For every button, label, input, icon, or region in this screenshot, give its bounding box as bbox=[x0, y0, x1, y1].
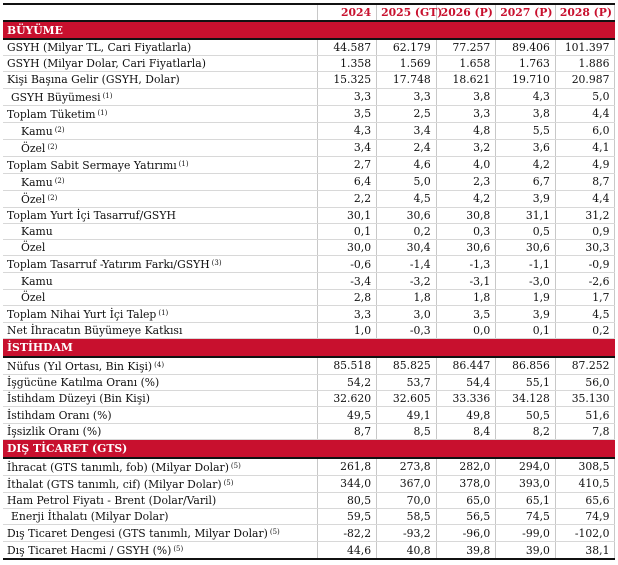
table-row bbox=[3, 475, 615, 492]
value-cell: 3,6 bbox=[496, 139, 556, 156]
footnote-marker: (5) bbox=[269, 528, 280, 537]
value-cell: -1,4 bbox=[377, 256, 437, 273]
value-cell: 65,6 bbox=[555, 492, 615, 508]
value-cell: 4,5 bbox=[377, 190, 437, 207]
value-cell: 0,0 bbox=[436, 323, 496, 339]
value-cell: 74,5 bbox=[496, 508, 556, 524]
value-cell: -0,6 bbox=[317, 256, 377, 273]
footnote-marker: (1) bbox=[102, 91, 113, 100]
value-cell: 4,0 bbox=[436, 156, 496, 173]
value-cell: 367,0 bbox=[377, 475, 437, 492]
row-label: Toplam Tasarruf -Yatırım Farkı/GSYH bbox=[7, 258, 210, 272]
value-cell: 3,9 bbox=[496, 306, 556, 323]
value-cell: 58,5 bbox=[377, 508, 437, 524]
year-header-2027: 2027 (P) bbox=[496, 4, 556, 21]
value-cell: 30,8 bbox=[436, 207, 496, 223]
value-cell: 1,8 bbox=[436, 289, 496, 305]
value-cell: 1,9 bbox=[496, 289, 556, 305]
value-cell: 85.518 bbox=[317, 357, 377, 375]
table-row bbox=[3, 139, 615, 156]
value-cell: -99,0 bbox=[496, 525, 556, 542]
value-cell: 0,2 bbox=[377, 223, 437, 239]
value-cell: -1,3 bbox=[436, 256, 496, 273]
table-row bbox=[3, 173, 615, 190]
value-cell: 8,7 bbox=[317, 423, 377, 439]
table-row bbox=[3, 256, 615, 273]
row-label: Kişi Başına Gelir (GSYH, Dolar) bbox=[7, 73, 180, 87]
row-label: İhracat (GTS tanımlı, fob) (Milyar Dolar) bbox=[7, 460, 229, 474]
row-label-cell bbox=[3, 240, 317, 256]
value-cell: 8,5 bbox=[377, 423, 437, 439]
row-label-cell bbox=[3, 273, 317, 289]
value-cell: 3,8 bbox=[496, 105, 556, 122]
value-cell: 30,0 bbox=[317, 240, 377, 256]
table-row bbox=[3, 357, 615, 375]
value-cell: 40,8 bbox=[377, 542, 437, 560]
table-row bbox=[3, 240, 615, 256]
value-cell: -3,2 bbox=[377, 273, 437, 289]
value-cell: 1.658 bbox=[436, 56, 496, 72]
table-row bbox=[3, 88, 615, 105]
value-cell: -0,9 bbox=[555, 256, 615, 273]
value-cell: 44,6 bbox=[317, 542, 377, 560]
value-cell: 30,1 bbox=[317, 207, 377, 223]
row-label: Kamu bbox=[21, 124, 53, 138]
value-cell: 70,0 bbox=[377, 492, 437, 508]
table-row bbox=[3, 508, 615, 524]
table-row bbox=[3, 391, 615, 407]
year-header-2028: 2028 (P) bbox=[555, 4, 615, 21]
value-cell: 30,6 bbox=[496, 240, 556, 256]
table-row bbox=[3, 223, 615, 239]
value-cell: 261,8 bbox=[317, 458, 377, 476]
value-cell: 1,7 bbox=[555, 289, 615, 305]
footnote-marker: (1) bbox=[158, 309, 169, 318]
value-cell: 51,6 bbox=[555, 407, 615, 423]
section-header-row bbox=[3, 21, 615, 39]
value-cell: 3,5 bbox=[436, 306, 496, 323]
value-cell: 3,3 bbox=[377, 88, 437, 105]
value-cell: 410,5 bbox=[555, 475, 615, 492]
row-label-cell bbox=[3, 56, 317, 72]
row-label-cell bbox=[3, 407, 317, 423]
value-cell: 49,8 bbox=[436, 407, 496, 423]
value-cell: 3,3 bbox=[317, 88, 377, 105]
row-label-cell bbox=[3, 256, 317, 273]
row-label: Özel bbox=[21, 241, 46, 255]
row-label-cell bbox=[3, 306, 317, 323]
row-label: GSYH Büyümesi bbox=[11, 90, 101, 104]
value-cell: 4,3 bbox=[496, 88, 556, 105]
footnote-marker: (1) bbox=[97, 108, 108, 117]
row-label: Dış Ticaret Hacmi / GSYH (%) bbox=[7, 544, 172, 558]
row-label: İşgücüne Katılma Oranı (%) bbox=[7, 376, 160, 390]
value-cell: 3,3 bbox=[436, 105, 496, 122]
table-row bbox=[3, 323, 615, 339]
row-label-cell bbox=[3, 492, 317, 508]
row-label: Kamu bbox=[21, 274, 53, 288]
table-row bbox=[3, 458, 615, 476]
value-cell: 0,1 bbox=[317, 223, 377, 239]
table-row bbox=[3, 306, 615, 323]
value-cell: 30,6 bbox=[377, 207, 437, 223]
section-header-row bbox=[3, 339, 615, 357]
value-cell: 18.621 bbox=[436, 72, 496, 88]
footnote-marker: (2) bbox=[54, 176, 65, 185]
table-row bbox=[3, 407, 615, 423]
row-label: Toplam Yurt İçi Tasarruf/GSYH bbox=[7, 208, 176, 222]
row-label: Nüfus (Yıl Ortası, Bin Kişi) bbox=[7, 359, 153, 373]
section-title: İSTİHDAM bbox=[3, 339, 615, 357]
row-label-cell bbox=[3, 458, 317, 476]
footnote-marker: (3) bbox=[211, 259, 222, 268]
value-cell: 74,9 bbox=[555, 508, 615, 524]
macro-indicators-table bbox=[3, 3, 615, 560]
value-cell: -1,1 bbox=[496, 256, 556, 273]
value-cell: 2,7 bbox=[317, 156, 377, 173]
value-cell: 39,8 bbox=[436, 542, 496, 560]
header-blank-cell bbox=[3, 4, 317, 21]
row-label: İşsizlik Oranı (%) bbox=[7, 424, 102, 438]
year-header-2024: 2024 bbox=[317, 4, 377, 21]
value-cell: 8,2 bbox=[496, 423, 556, 439]
value-cell: 49,5 bbox=[317, 407, 377, 423]
value-cell: 6,4 bbox=[317, 173, 377, 190]
row-label-cell bbox=[3, 508, 317, 524]
row-label: Kamu bbox=[21, 175, 53, 189]
value-cell: 378,0 bbox=[436, 475, 496, 492]
value-cell: 4,4 bbox=[555, 190, 615, 207]
value-cell: 65,0 bbox=[436, 492, 496, 508]
value-cell: 85.825 bbox=[377, 357, 437, 375]
row-label-cell bbox=[3, 207, 317, 223]
value-cell: 6,7 bbox=[496, 173, 556, 190]
value-cell: 32.620 bbox=[317, 391, 377, 407]
row-label: Özel bbox=[21, 192, 46, 206]
value-cell: 4,3 bbox=[317, 122, 377, 139]
footnote-marker: (4) bbox=[154, 360, 165, 369]
table-row bbox=[3, 156, 615, 173]
value-cell: 101.397 bbox=[555, 39, 615, 56]
value-cell: 4,8 bbox=[436, 122, 496, 139]
value-cell: 3,0 bbox=[377, 306, 437, 323]
table-row bbox=[3, 190, 615, 207]
table-header-row bbox=[3, 4, 615, 21]
value-cell: 6,0 bbox=[555, 122, 615, 139]
value-cell: -82,2 bbox=[317, 525, 377, 542]
table-row bbox=[3, 492, 615, 508]
value-cell: 8,7 bbox=[555, 173, 615, 190]
row-label-cell bbox=[3, 289, 317, 305]
value-cell: 30,6 bbox=[436, 240, 496, 256]
value-cell: 5,0 bbox=[555, 88, 615, 105]
value-cell: 86.856 bbox=[496, 357, 556, 375]
value-cell: 80,5 bbox=[317, 492, 377, 508]
value-cell: 393,0 bbox=[496, 475, 556, 492]
value-cell: 55,1 bbox=[496, 374, 556, 390]
value-cell: 273,8 bbox=[377, 458, 437, 476]
row-label: İstihdam Oranı (%) bbox=[7, 408, 112, 422]
value-cell: 2,5 bbox=[377, 105, 437, 122]
value-cell: 53,7 bbox=[377, 374, 437, 390]
row-label: Net İhracatın Büyümeye Katkısı bbox=[7, 324, 183, 338]
row-label: Toplam Tüketim bbox=[7, 107, 96, 121]
footnote-marker: (5) bbox=[223, 478, 234, 487]
value-cell: 89.406 bbox=[496, 39, 556, 56]
footnote-marker: (5) bbox=[173, 545, 184, 554]
value-cell: 1,8 bbox=[377, 289, 437, 305]
value-cell: 49,1 bbox=[377, 407, 437, 423]
row-label: GSYH (Milyar Dolar, Cari Fiyatlarla) bbox=[7, 57, 206, 71]
value-cell: 19.710 bbox=[496, 72, 556, 88]
section-title: DIŞ TİCARET (GTS) bbox=[3, 440, 615, 458]
value-cell: 0,5 bbox=[496, 223, 556, 239]
row-label: İthalat (GTS tanımlı, cif) (Milyar Dolar) bbox=[7, 477, 222, 491]
value-cell: 56,5 bbox=[436, 508, 496, 524]
value-cell: 4,6 bbox=[377, 156, 437, 173]
section-header-row bbox=[3, 440, 615, 458]
row-label-cell bbox=[3, 173, 317, 190]
row-label-cell bbox=[3, 391, 317, 407]
row-label-cell bbox=[3, 323, 317, 339]
value-cell: 39,0 bbox=[496, 542, 556, 560]
value-cell: 0,3 bbox=[436, 223, 496, 239]
table-row bbox=[3, 122, 615, 139]
row-label-cell bbox=[3, 190, 317, 207]
value-cell: 0,9 bbox=[555, 223, 615, 239]
value-cell: 4,1 bbox=[555, 139, 615, 156]
value-cell: 54,2 bbox=[317, 374, 377, 390]
value-cell: 1.569 bbox=[377, 56, 437, 72]
value-cell: 87.252 bbox=[555, 357, 615, 375]
footnote-marker: (1) bbox=[178, 159, 189, 168]
value-cell: 1.763 bbox=[496, 56, 556, 72]
value-cell: 3,9 bbox=[496, 190, 556, 207]
value-cell: 4,2 bbox=[436, 190, 496, 207]
value-cell: 4,2 bbox=[496, 156, 556, 173]
table-row bbox=[3, 273, 615, 289]
footnote-marker: (5) bbox=[230, 461, 241, 470]
value-cell: -102,0 bbox=[555, 525, 615, 542]
row-label: Toplam Sabit Sermaye Yatırımı bbox=[7, 158, 177, 172]
row-label-cell bbox=[3, 72, 317, 88]
value-cell: 30,3 bbox=[555, 240, 615, 256]
section-title: BÜYÜME bbox=[3, 21, 615, 39]
value-cell: -3,0 bbox=[496, 273, 556, 289]
row-label-cell bbox=[3, 139, 317, 156]
row-label-cell bbox=[3, 39, 317, 56]
footnote-marker: (2) bbox=[47, 193, 58, 202]
table-row bbox=[3, 525, 615, 542]
row-label-cell bbox=[3, 475, 317, 492]
table-row bbox=[3, 207, 615, 223]
value-cell: 2,4 bbox=[377, 139, 437, 156]
row-label-cell bbox=[3, 423, 317, 439]
value-cell: 1,0 bbox=[317, 323, 377, 339]
value-cell: 15.325 bbox=[317, 72, 377, 88]
footnote-marker: (2) bbox=[47, 142, 58, 151]
row-label-cell bbox=[3, 223, 317, 239]
row-label-cell bbox=[3, 374, 317, 390]
value-cell: 34.128 bbox=[496, 391, 556, 407]
value-cell: 17.748 bbox=[377, 72, 437, 88]
table-row bbox=[3, 72, 615, 88]
value-cell: -3,1 bbox=[436, 273, 496, 289]
table-row bbox=[3, 39, 615, 56]
value-cell: 35.130 bbox=[555, 391, 615, 407]
row-label: Dış Ticaret Dengesi (GTS tanımlı, Milyar Dolar) bbox=[7, 527, 268, 541]
value-cell: 3,3 bbox=[317, 306, 377, 323]
row-label: Kamu bbox=[21, 225, 53, 239]
value-cell: 308,5 bbox=[555, 458, 615, 476]
value-cell: 30,4 bbox=[377, 240, 437, 256]
value-cell: 3,4 bbox=[377, 122, 437, 139]
value-cell: 31,1 bbox=[496, 207, 556, 223]
row-label-cell bbox=[3, 88, 317, 105]
value-cell: 59,5 bbox=[317, 508, 377, 524]
value-cell: 4,9 bbox=[555, 156, 615, 173]
row-label-cell bbox=[3, 357, 317, 375]
value-cell: 2,2 bbox=[317, 190, 377, 207]
macro-indicators-table-container bbox=[3, 3, 615, 563]
table-row bbox=[3, 374, 615, 390]
value-cell: 3,4 bbox=[317, 139, 377, 156]
value-cell: 3,2 bbox=[436, 139, 496, 156]
value-cell: 62.179 bbox=[377, 39, 437, 56]
row-label: İstihdam Düzeyi (Bin Kişi) bbox=[7, 392, 150, 406]
value-cell: 54,4 bbox=[436, 374, 496, 390]
footnote-marker: (2) bbox=[54, 125, 65, 134]
row-label-cell bbox=[3, 156, 317, 173]
row-label: Özel bbox=[21, 290, 46, 304]
row-label: Enerji İthalatı (Milyar Dolar) bbox=[11, 510, 169, 523]
value-cell: 65,1 bbox=[496, 492, 556, 508]
value-cell: 33.336 bbox=[436, 391, 496, 407]
value-cell: 294,0 bbox=[496, 458, 556, 476]
row-label-cell bbox=[3, 105, 317, 122]
value-cell: -93,2 bbox=[377, 525, 437, 542]
table-row bbox=[3, 423, 615, 439]
row-label-cell bbox=[3, 525, 317, 542]
value-cell: -2,6 bbox=[555, 273, 615, 289]
table-row bbox=[3, 289, 615, 305]
value-cell: 3,5 bbox=[317, 105, 377, 122]
value-cell: 56,0 bbox=[555, 374, 615, 390]
value-cell: 2,3 bbox=[436, 173, 496, 190]
row-label: Toplam Nihai Yurt İçi Talep bbox=[7, 308, 157, 322]
table-row bbox=[3, 56, 615, 72]
row-label: GSYH (Milyar TL, Cari Fiyatlarla) bbox=[7, 41, 192, 54]
year-header-2025: 2025 (GT) bbox=[377, 4, 437, 21]
value-cell: 7,8 bbox=[555, 423, 615, 439]
value-cell: -0,3 bbox=[377, 323, 437, 339]
table-row bbox=[3, 542, 615, 560]
value-cell: 3,8 bbox=[436, 88, 496, 105]
value-cell: 44.587 bbox=[317, 39, 377, 56]
value-cell: 4,4 bbox=[555, 105, 615, 122]
value-cell: -3,4 bbox=[317, 273, 377, 289]
row-label: Özel bbox=[21, 141, 46, 155]
value-cell: 0,1 bbox=[496, 323, 556, 339]
year-header-2026: 2026 (P) bbox=[436, 4, 496, 21]
row-label: Ham Petrol Fiyatı - Brent (Dolar/Varil) bbox=[7, 493, 217, 507]
row-label-cell bbox=[3, 122, 317, 139]
value-cell: 86.447 bbox=[436, 357, 496, 375]
value-cell: 5,0 bbox=[377, 173, 437, 190]
value-cell: 344,0 bbox=[317, 475, 377, 492]
value-cell: 5,5 bbox=[496, 122, 556, 139]
value-cell: 8,4 bbox=[436, 423, 496, 439]
table-body bbox=[3, 4, 615, 559]
value-cell: 32.605 bbox=[377, 391, 437, 407]
value-cell: 20.987 bbox=[555, 72, 615, 88]
value-cell: 2,8 bbox=[317, 289, 377, 305]
value-cell: 1.358 bbox=[317, 56, 377, 72]
value-cell: 31,2 bbox=[555, 207, 615, 223]
value-cell: 50,5 bbox=[496, 407, 556, 423]
table-row bbox=[3, 105, 615, 122]
value-cell: 1.886 bbox=[555, 56, 615, 72]
value-cell: 282,0 bbox=[436, 458, 496, 476]
value-cell: -96,0 bbox=[436, 525, 496, 542]
value-cell: 0,2 bbox=[555, 323, 615, 339]
value-cell: 77.257 bbox=[436, 39, 496, 56]
value-cell: 4,5 bbox=[555, 306, 615, 323]
value-cell: 38,1 bbox=[555, 542, 615, 560]
row-label-cell bbox=[3, 542, 317, 560]
